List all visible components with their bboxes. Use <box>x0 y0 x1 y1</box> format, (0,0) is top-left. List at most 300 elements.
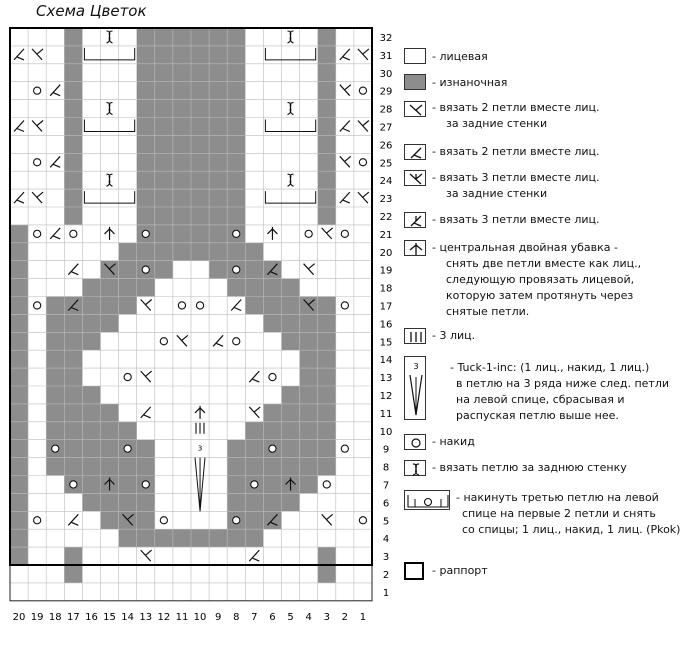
chart-cell <box>245 279 263 297</box>
chart-cell <box>155 64 173 82</box>
chart-cell <box>137 118 155 136</box>
chart-cell <box>119 261 137 279</box>
chart-cell <box>318 458 336 476</box>
chart-cell <box>101 440 119 458</box>
legend-cdd-4: которую затем протянуть через <box>446 289 634 302</box>
col-number-2: 2 <box>341 611 349 623</box>
chart-cell <box>300 314 318 332</box>
chart-cell <box>10 243 28 261</box>
chart-cell <box>46 350 64 368</box>
chart-cell <box>191 171 209 189</box>
row-number-8: 8 <box>382 462 390 474</box>
chart-cell <box>101 297 119 315</box>
yo-mark <box>269 373 276 380</box>
chart-cell <box>101 404 119 422</box>
row-number-7: 7 <box>382 480 390 492</box>
chart-cell <box>137 171 155 189</box>
chart-cell <box>137 153 155 171</box>
chart-cell <box>209 225 227 243</box>
yo-mark <box>341 302 348 309</box>
chart-cell <box>101 511 119 529</box>
legend-repeat: - раппорт <box>432 564 488 577</box>
chart-cell <box>64 386 82 404</box>
chart-cell <box>64 118 82 136</box>
row-number-21: 21 <box>379 229 393 241</box>
yo-mark <box>233 266 240 273</box>
chart-cell <box>263 476 281 494</box>
chart-cell <box>64 153 82 171</box>
chart-cell <box>82 386 100 404</box>
legend-ktbl: - вязать петлю за заднюю стенку <box>432 461 627 474</box>
row-number-1: 1 <box>382 587 390 599</box>
chart-cell <box>227 135 245 153</box>
row-number-4: 4 <box>382 534 390 546</box>
chart-cell <box>119 422 137 440</box>
chart-cell <box>282 422 300 440</box>
chart-cell <box>245 511 263 529</box>
chart-cell <box>300 458 318 476</box>
col-number-16: 16 <box>85 611 98 623</box>
chart-cell <box>82 458 100 476</box>
chart-cell <box>227 82 245 100</box>
chart-cell <box>300 422 318 440</box>
chart-cell <box>101 279 119 297</box>
yo-mark <box>196 302 203 309</box>
chart-cell <box>101 314 119 332</box>
chart-cell <box>300 332 318 350</box>
chart-cell <box>318 368 336 386</box>
row-number-11: 11 <box>379 408 393 420</box>
chart-cell <box>10 261 28 279</box>
chart-cell <box>10 493 28 511</box>
k3-icon <box>404 328 426 344</box>
chart-cell <box>263 279 281 297</box>
chart-cell <box>155 153 173 171</box>
legend-k2tog-tbl-1: - вязать 2 петли вместе лиц. <box>432 101 600 114</box>
legend-tuck-2: в петлю на 3 ряда ниже след. петли <box>456 377 670 390</box>
chart-cell <box>209 118 227 136</box>
chart-cell <box>318 82 336 100</box>
chart-cell <box>64 189 82 207</box>
chart-cell <box>119 279 137 297</box>
row-number-13: 13 <box>379 373 393 385</box>
row-number-16: 16 <box>379 319 393 331</box>
chart-cell <box>64 28 82 46</box>
chart-cell <box>227 46 245 64</box>
chart-cell <box>263 404 281 422</box>
yo-mark <box>233 230 240 237</box>
chart-cell <box>10 386 28 404</box>
row-number-20: 20 <box>379 247 393 259</box>
chart-cell <box>155 28 173 46</box>
row-number-28: 28 <box>379 104 393 116</box>
row-number-29: 29 <box>379 86 393 98</box>
col-number-12: 12 <box>157 611 171 623</box>
page-title: Схема Цветок <box>36 2 147 20</box>
chart-cell <box>318 64 336 82</box>
tuck-number-mark: 3 <box>197 444 203 453</box>
chart-cell <box>101 422 119 440</box>
chart-cell <box>10 440 28 458</box>
col-number-7: 7 <box>251 611 258 623</box>
chart-cell <box>282 297 300 315</box>
col-number-3: 3 <box>323 611 330 623</box>
row-number-32: 32 <box>379 32 393 44</box>
chart-cell <box>300 440 318 458</box>
chart-cell <box>245 458 263 476</box>
legend-tuck-1: - Tuck-1-inc: (1 лиц., накид, 1 лиц.) <box>450 361 650 374</box>
col-number-5: 5 <box>287 611 294 623</box>
chart-cell <box>318 386 336 404</box>
chart-cell <box>64 64 82 82</box>
chart-cell <box>10 279 28 297</box>
row-number-17: 17 <box>379 301 393 313</box>
chart-cell <box>282 458 300 476</box>
chart-cell <box>119 458 137 476</box>
row-number-10: 10 <box>379 426 393 438</box>
chart-cell <box>318 153 336 171</box>
chart-cell <box>227 493 245 511</box>
chart-cell <box>46 404 64 422</box>
chart-cell <box>191 64 209 82</box>
yo-mark <box>323 481 330 488</box>
col-number-15: 15 <box>103 611 116 623</box>
chart-cell <box>209 64 227 82</box>
col-number-19: 19 <box>30 611 44 623</box>
chart-cell <box>173 135 191 153</box>
chart-cell <box>318 350 336 368</box>
yo-mark <box>34 517 41 524</box>
k3tog-icon <box>404 212 426 228</box>
chart-cell <box>300 368 318 386</box>
chart-cell <box>82 297 100 315</box>
row-number-26: 26 <box>379 140 393 152</box>
chart-cell <box>64 314 82 332</box>
chart-cell <box>64 82 82 100</box>
row-number-22: 22 <box>379 211 393 223</box>
chart-cell <box>227 529 245 547</box>
chart-cell <box>227 118 245 136</box>
chart-cell <box>10 511 28 529</box>
chart-cell <box>64 171 82 189</box>
chart-cell <box>191 243 209 261</box>
chart-cell <box>173 100 191 118</box>
chart-cell <box>137 493 155 511</box>
chart-cell <box>191 529 209 547</box>
chart-cell <box>155 82 173 100</box>
chart-cell <box>64 547 82 565</box>
chart-cell <box>10 332 28 350</box>
chart-cell <box>82 493 100 511</box>
legend-pkok-1: - накинуть третью петлю на левой <box>456 491 659 504</box>
chart-cell <box>10 404 28 422</box>
chart-cell <box>245 422 263 440</box>
legend-tuck-3: на левой спице, сбрасывая и <box>456 393 625 406</box>
chart-cell <box>137 189 155 207</box>
chart-cell <box>10 225 28 243</box>
yo-mark <box>160 517 167 524</box>
chart-cell <box>155 207 173 225</box>
chart-cell <box>227 189 245 207</box>
legend-k3tog: - вязать 3 петли вместе лиц. <box>432 213 600 226</box>
chart-cell <box>282 440 300 458</box>
chart-cell <box>191 189 209 207</box>
chart-cell <box>82 422 100 440</box>
yo-mark <box>142 481 149 488</box>
yo-mark <box>233 517 240 524</box>
chart-cell <box>10 458 28 476</box>
yo-mark <box>233 338 240 345</box>
row-number-27: 27 <box>379 122 393 134</box>
chart-cell <box>137 440 155 458</box>
chart-cell <box>119 476 137 494</box>
chart-cell <box>245 261 263 279</box>
chart-cell <box>173 118 191 136</box>
chart-cell <box>318 332 336 350</box>
chart-cell <box>245 529 263 547</box>
chart-cell <box>191 153 209 171</box>
yo-mark <box>124 445 131 452</box>
chart-cell <box>209 82 227 100</box>
chart-cell <box>300 386 318 404</box>
yo-mark <box>142 230 149 237</box>
chart-cell <box>227 171 245 189</box>
row-number-24: 24 <box>379 176 393 188</box>
chart-cell <box>227 440 245 458</box>
chart-cell <box>10 350 28 368</box>
chart-cell <box>318 547 336 565</box>
chart-cell <box>245 493 263 511</box>
chart-cell <box>245 440 263 458</box>
chart-cell <box>173 82 191 100</box>
legend-yo: - накид <box>432 435 475 448</box>
col-number-20: 20 <box>12 611 26 623</box>
chart-cell <box>101 493 119 511</box>
chart-cell <box>209 243 227 261</box>
legend-k2tog-tbl-2: за задние стенки <box>446 117 548 130</box>
chart-cell <box>282 493 300 511</box>
chart-cell <box>64 565 82 583</box>
yo-mark <box>178 302 185 309</box>
chart-cell <box>137 279 155 297</box>
chart-cell <box>137 529 155 547</box>
chart-cell <box>191 82 209 100</box>
chart-cell <box>46 422 64 440</box>
chart-cell <box>209 46 227 64</box>
yo-mark <box>34 87 41 94</box>
chart-cell <box>173 529 191 547</box>
row-number-25: 25 <box>379 158 393 170</box>
yo-mark <box>269 445 276 452</box>
ktbl-icon <box>404 460 426 476</box>
chart-cell <box>119 297 137 315</box>
chart-cell <box>300 476 318 494</box>
col-number-17: 17 <box>66 611 80 623</box>
col-number-9: 9 <box>214 611 222 623</box>
chart-cell <box>227 207 245 225</box>
yo-mark <box>34 159 41 166</box>
chart-cell <box>318 135 336 153</box>
chart-cell <box>318 565 336 583</box>
chart-cell <box>173 207 191 225</box>
chart-cell <box>82 476 100 494</box>
col-number-4: 4 <box>305 611 312 623</box>
legend-knit: - лицевая <box>432 50 488 63</box>
chart-cell <box>137 100 155 118</box>
chart-cell <box>10 422 28 440</box>
chart-cell <box>64 458 82 476</box>
chart-cell <box>191 118 209 136</box>
yo-mark <box>34 302 41 309</box>
row-number-12: 12 <box>379 390 393 402</box>
legend-pkok-2: спице на первые 2 петли и снять <box>462 507 656 520</box>
col-number-18: 18 <box>48 611 62 623</box>
chart-cell <box>137 243 155 261</box>
chart-cell <box>10 297 28 315</box>
chart-cell <box>282 332 300 350</box>
chart-cell <box>119 243 137 261</box>
chart-cell <box>46 332 64 350</box>
knit-symbol <box>404 48 426 64</box>
chart-cell <box>155 189 173 207</box>
chart-cell <box>46 458 64 476</box>
chart-cell <box>155 118 173 136</box>
chart-cell <box>209 171 227 189</box>
legend-tuck-4: распуская петлю выше нее. <box>456 409 619 422</box>
col-number-1: 1 <box>359 611 367 623</box>
chart-cell <box>173 225 191 243</box>
chart-cell <box>209 261 227 279</box>
chart-cell <box>245 297 263 315</box>
chart-cell <box>263 297 281 315</box>
chart-cell <box>101 458 119 476</box>
chart-cell <box>64 350 82 368</box>
chart-cell <box>64 332 82 350</box>
yo-mark <box>52 445 59 452</box>
chart-cell <box>263 314 281 332</box>
chart-cell <box>82 332 100 350</box>
yo-mark <box>70 481 77 488</box>
chart-cell <box>318 404 336 422</box>
chart-cell <box>173 28 191 46</box>
chart-cell <box>137 28 155 46</box>
chart-cell <box>64 46 82 64</box>
chart-cell <box>10 314 28 332</box>
chart-cell <box>282 279 300 297</box>
cdd-icon <box>404 240 426 256</box>
chart-cell <box>155 171 173 189</box>
chart-cell <box>282 386 300 404</box>
chart-cell <box>191 135 209 153</box>
chart-cell <box>64 100 82 118</box>
chart-cell <box>82 440 100 458</box>
chart-cell <box>173 189 191 207</box>
chart-cell <box>209 207 227 225</box>
chart-cell <box>155 46 173 64</box>
chart-cell <box>155 261 173 279</box>
k3tog-tbl-icon <box>404 170 426 186</box>
chart-cell <box>318 314 336 332</box>
chart-cell <box>209 135 227 153</box>
chart-cell <box>227 153 245 171</box>
chart-cell <box>64 404 82 422</box>
tuck-number: 3 <box>413 362 419 371</box>
legend-purl: - изнаночная <box>432 76 508 89</box>
k2tog-tbl-icon <box>404 101 426 117</box>
chart-cell <box>82 404 100 422</box>
chart-cell <box>227 476 245 494</box>
row-number-19: 19 <box>379 265 393 277</box>
legend-k2tog: - вязать 2 петли вместе лиц. <box>432 145 600 158</box>
chart-cell <box>137 135 155 153</box>
col-number-10: 10 <box>193 611 207 623</box>
chart-cell <box>191 100 209 118</box>
chart-cell <box>209 529 227 547</box>
chart-cell <box>282 404 300 422</box>
row-number-31: 31 <box>379 50 393 62</box>
chart-cell <box>318 171 336 189</box>
col-number-14: 14 <box>121 611 135 623</box>
chart-cell <box>263 493 281 511</box>
chart-cell <box>119 493 137 511</box>
chart-cell <box>209 100 227 118</box>
chart-cell <box>300 404 318 422</box>
chart-cell <box>263 422 281 440</box>
chart-cell <box>155 225 173 243</box>
chart-cell <box>173 153 191 171</box>
yo-mark <box>142 266 149 273</box>
yo-icon <box>404 434 426 450</box>
chart-cell <box>245 243 263 261</box>
chart-cell <box>137 458 155 476</box>
row-number-2: 2 <box>382 569 390 581</box>
chart-cell <box>227 279 245 297</box>
chart-cell <box>227 28 245 46</box>
chart-cell <box>82 279 100 297</box>
chart-cell <box>155 135 173 153</box>
col-number-13: 13 <box>139 611 153 623</box>
chart-cell <box>64 368 82 386</box>
chart-cell <box>318 46 336 64</box>
yo-mark <box>341 445 348 452</box>
chart-cell <box>119 529 137 547</box>
chart-cell <box>46 297 64 315</box>
yo-mark <box>160 338 167 345</box>
chart-cell <box>191 46 209 64</box>
chart-cell <box>191 207 209 225</box>
chart-cell <box>300 350 318 368</box>
chart-cell <box>318 207 336 225</box>
tuck-icon <box>404 356 426 420</box>
legend-k3tog-tbl-1: - вязать 3 петли вместе лиц. <box>432 171 600 184</box>
chart-cell <box>318 297 336 315</box>
chart-cell <box>64 207 82 225</box>
chart-cell <box>155 100 173 118</box>
yo-mark <box>124 373 131 380</box>
yo-mark <box>341 230 348 237</box>
chart-cell <box>173 46 191 64</box>
chart-cell <box>10 368 28 386</box>
chart-cell <box>227 64 245 82</box>
chart-cell <box>209 153 227 171</box>
chart-cell <box>46 314 64 332</box>
chart-cell <box>64 422 82 440</box>
chart-cell <box>209 28 227 46</box>
repeat-symbol <box>404 562 424 580</box>
chart-cell <box>318 100 336 118</box>
yo-mark <box>70 230 77 237</box>
chart-cell <box>10 529 28 547</box>
